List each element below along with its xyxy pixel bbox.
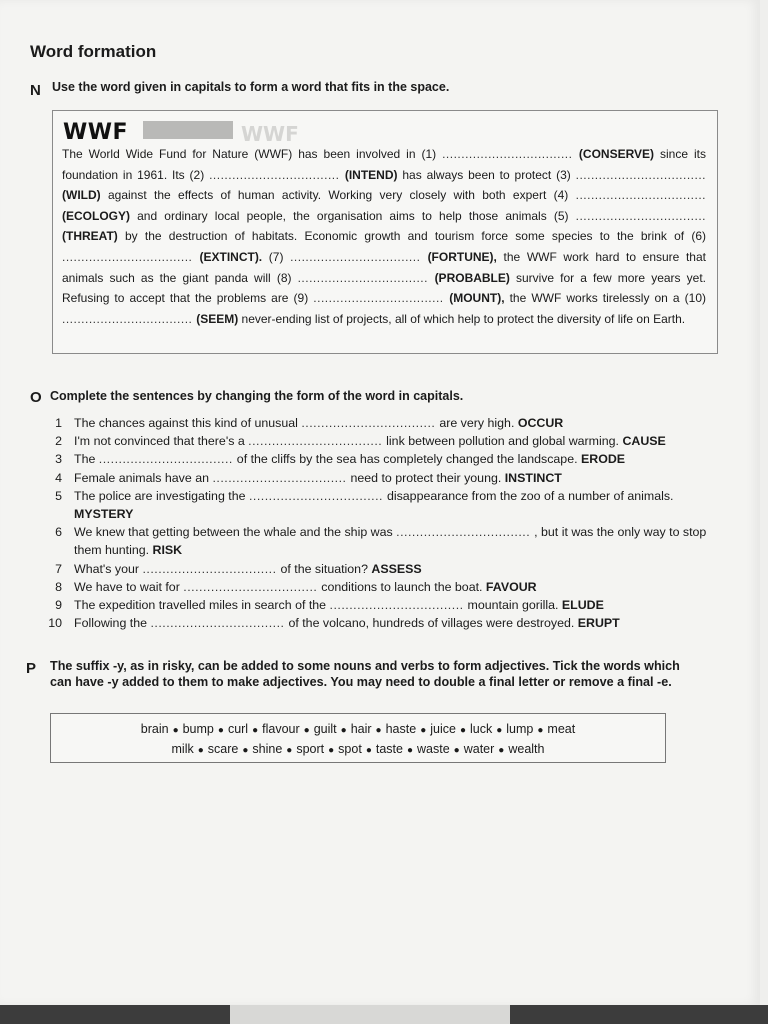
sentence-text: I'm not convinced that there's a bbox=[74, 434, 249, 449]
paragraph-text: the WWF works tirelessly on a (10) bbox=[504, 291, 706, 306]
answer-gap: .................................. bbox=[329, 598, 468, 613]
word-option: bump bbox=[182, 722, 214, 736]
sentence-text: The police are investigating the bbox=[74, 488, 249, 503]
section-title: Word formation bbox=[30, 42, 157, 61]
capital-word: RISK bbox=[152, 543, 183, 558]
sentence-item bbox=[40, 614, 720, 632]
sentence-item bbox=[40, 469, 720, 487]
sentence-text: We have to wait for bbox=[74, 579, 184, 594]
capital-word: OCCUR bbox=[517, 416, 564, 430]
capital-word: (SEEM) bbox=[196, 311, 239, 326]
bullet-icon: ● bbox=[498, 745, 505, 756]
word-option: flavour bbox=[262, 722, 300, 736]
sentence-item bbox=[40, 450, 720, 468]
bullet-icon: ● bbox=[375, 725, 382, 736]
answer-gap: .................................. bbox=[150, 616, 289, 631]
sentence-text: , but it was the only way to stop them hunting. bbox=[74, 525, 707, 558]
answer-gap: .................................. bbox=[183, 579, 322, 594]
capital-word: MYSTERY bbox=[74, 507, 134, 522]
sentence-text: Female animals have an bbox=[74, 470, 213, 485]
sentence-text: What's your bbox=[74, 561, 143, 576]
sentence-text: The expedition travelled miles in search of the bbox=[74, 598, 330, 613]
word-option: spot bbox=[338, 742, 362, 756]
sentence-text: conditions to launch the boat. bbox=[321, 579, 486, 594]
word-option: waste bbox=[417, 742, 450, 756]
bullet-icon: ● bbox=[406, 745, 414, 756]
bullet-icon: ● bbox=[340, 725, 347, 736]
sentence-item bbox=[40, 432, 720, 450]
desk-edge bbox=[0, 1005, 768, 1024]
bullet-icon: ● bbox=[217, 725, 224, 736]
capital-word: FAVOUR bbox=[485, 579, 537, 594]
word-option: brain bbox=[140, 722, 169, 736]
paragraph-text: (7) bbox=[262, 249, 291, 264]
capital-word: (PROBABLE) bbox=[434, 270, 510, 285]
sentence-item bbox=[40, 523, 720, 559]
wwf-title: WWF bbox=[63, 120, 129, 145]
capital-word: (CONSERVE) bbox=[578, 147, 655, 161]
sentence-number: 7 bbox=[55, 561, 62, 576]
answer-gap: .................................. bbox=[209, 167, 345, 182]
sentence-text: of the volcano, hundreds of villages were destroyed. bbox=[288, 616, 578, 631]
sentence-number: 2 bbox=[55, 434, 62, 449]
sentence-text: disappearance from the zoo of a number of animals. bbox=[386, 488, 674, 503]
wwf-text-box bbox=[52, 110, 718, 354]
sentence-text: link between pollution and global warming. bbox=[386, 434, 623, 449]
capital-word: ELUDE bbox=[561, 598, 604, 613]
word-option: meat bbox=[547, 722, 576, 736]
capital-word: (MOUNT), bbox=[449, 291, 505, 306]
capital-word: (THREAT) bbox=[62, 229, 118, 244]
word-box bbox=[50, 713, 666, 763]
word-option: taste bbox=[375, 742, 403, 756]
capital-word: (FORTUNE), bbox=[427, 249, 497, 264]
sentence-number: 6 bbox=[55, 525, 62, 540]
answer-gap: .................................. bbox=[290, 249, 428, 264]
answer-gap: .................................. bbox=[575, 208, 706, 223]
sentence-item bbox=[40, 578, 720, 596]
answer-gap: .................................. bbox=[62, 311, 197, 326]
bullet-icon: ● bbox=[328, 745, 335, 756]
answer-gap: .................................. bbox=[301, 416, 440, 430]
paragraph-text: survive for a few more years yet. Refusing to accept that the problems are (9) bbox=[62, 270, 706, 306]
bullet-icon: ● bbox=[242, 745, 249, 756]
bullet-icon: ● bbox=[459, 725, 466, 736]
bullet-icon: ● bbox=[453, 745, 460, 756]
answer-gap: .................................. bbox=[212, 470, 351, 485]
sentence-text: mountain gorilla. bbox=[467, 598, 562, 613]
bullet-icon: ● bbox=[496, 725, 503, 736]
answer-gap: .................................. bbox=[248, 488, 387, 503]
paragraph-text: against the effects of human activity. Working very closely with both expert (4) bbox=[100, 188, 576, 203]
word-option: curl bbox=[227, 722, 249, 736]
sentence-item bbox=[40, 487, 720, 523]
answer-gap: .................................. bbox=[62, 249, 200, 264]
bullet-icon: ● bbox=[197, 745, 204, 756]
sentence-list bbox=[40, 414, 720, 632]
sentence-number: 10 bbox=[48, 616, 62, 631]
answer-gap: .................................. bbox=[575, 188, 706, 203]
bullet-icon: ● bbox=[286, 745, 293, 756]
answer-gap: .................................. bbox=[297, 270, 435, 285]
sentence-number: 9 bbox=[55, 598, 62, 613]
answer-gap: .................................. bbox=[575, 167, 706, 182]
exercise-p-instruction: The suffix -y, as in risky, can be added to some nouns and verbs to form adjectives. Tick the words which can have -y added to them to make adjectives. You may need to double a final letter or remove a final -e. bbox=[50, 659, 680, 689]
sentence-number: 8 bbox=[55, 579, 62, 594]
bullet-icon: ● bbox=[252, 725, 259, 736]
paragraph-text: by the destruction of habitats. Economic growth and tourism force some species to the brink of (6) bbox=[117, 229, 706, 244]
capital-word: (INTEND) bbox=[344, 167, 398, 182]
word-option: haste bbox=[385, 722, 417, 736]
sentence-text: of the situation? bbox=[280, 561, 372, 576]
word-option: scare bbox=[207, 742, 239, 756]
answer-gap: .................................. bbox=[313, 291, 450, 306]
paragraph-text: the WWF work hard to ensure that animals such as the giant panda will (8) bbox=[62, 249, 706, 285]
capital-word: INSTINCT bbox=[504, 470, 562, 485]
sentence-number: 4 bbox=[55, 470, 62, 485]
sentence-text: are very high. bbox=[439, 416, 518, 430]
wwf-paragraph bbox=[62, 144, 706, 329]
paper-underneath bbox=[230, 1005, 510, 1024]
word-option: lump bbox=[506, 722, 534, 736]
paragraph-text: since its foundation in 1961. Its (2) bbox=[62, 147, 706, 182]
paragraph-text: never-ending list of projects, all of which help to protect the diversity of life on Earth. bbox=[238, 311, 686, 326]
answer-gap: .................................. bbox=[248, 434, 387, 449]
sentence-text: of the cliffs by the sea has completely changed the landscape. bbox=[236, 452, 581, 467]
capital-word: (ECOLOGY) bbox=[62, 208, 130, 223]
sentence-item bbox=[40, 560, 720, 578]
answer-gap: .................................. bbox=[396, 525, 535, 540]
paragraph-text: has always been to protect (3) bbox=[397, 167, 576, 182]
sentence-number: 3 bbox=[55, 452, 62, 467]
exercise-o-instruction: Complete the sentences by changing the form of the word in capitals. bbox=[50, 389, 464, 403]
exercise-p-letter: P bbox=[26, 660, 37, 677]
bullet-icon: ● bbox=[420, 725, 427, 736]
word-option: shine bbox=[252, 742, 283, 756]
sentence-text: The chances against this kind of unusual bbox=[74, 416, 302, 430]
answer-gap: .................................. bbox=[142, 561, 281, 576]
capital-word: (EXTINCT). bbox=[199, 249, 263, 264]
word-option: wealth bbox=[508, 742, 545, 756]
sentence-number: 5 bbox=[55, 488, 62, 503]
bullet-icon: ● bbox=[172, 725, 179, 736]
sentence-item bbox=[40, 414, 720, 432]
capital-word: ERUPT bbox=[577, 616, 620, 631]
paragraph-text: The World Wide Fund for Nature (WWF) has been involved in (1) bbox=[62, 147, 443, 161]
answer-gap: .................................. bbox=[442, 147, 579, 161]
bullet-icon: ● bbox=[537, 725, 544, 736]
title-shadow bbox=[143, 121, 233, 139]
sentence-text: We knew that getting between the whale and the ship was bbox=[74, 525, 397, 540]
title-ghost: WWF bbox=[241, 122, 299, 146]
exercise-n-letter: N bbox=[30, 82, 41, 99]
exercise-n-instruction: Use the word given in capitals to form a word that fits in the space. bbox=[52, 80, 450, 94]
word-option: hair bbox=[350, 722, 372, 736]
word-option: milk bbox=[171, 742, 194, 756]
capital-word: CAUSE bbox=[622, 434, 666, 449]
answer-gap: .................................. bbox=[98, 452, 237, 467]
capital-word: ERODE bbox=[580, 452, 626, 467]
capital-word: (WILD) bbox=[62, 188, 101, 203]
bullet-icon: ● bbox=[303, 725, 310, 736]
word-option: juice bbox=[430, 722, 456, 736]
word-option: luck bbox=[470, 722, 493, 736]
sentence-number: 1 bbox=[55, 416, 62, 430]
word-option: sport bbox=[296, 742, 325, 756]
word-option: water bbox=[463, 742, 495, 756]
exercise-o-letter: O bbox=[30, 389, 42, 406]
sentence-text: Following the bbox=[74, 616, 151, 631]
sentence-text: The bbox=[74, 452, 99, 467]
word-option: guilt bbox=[313, 722, 337, 736]
paragraph-text: and ordinary local people, the organisation aims to help those animals (5) bbox=[130, 208, 576, 223]
bullet-icon: ● bbox=[365, 745, 372, 756]
capital-word: ASSESS bbox=[371, 561, 422, 576]
sentence-text: need to protect their young. bbox=[350, 470, 505, 485]
sentence-item bbox=[40, 596, 720, 614]
